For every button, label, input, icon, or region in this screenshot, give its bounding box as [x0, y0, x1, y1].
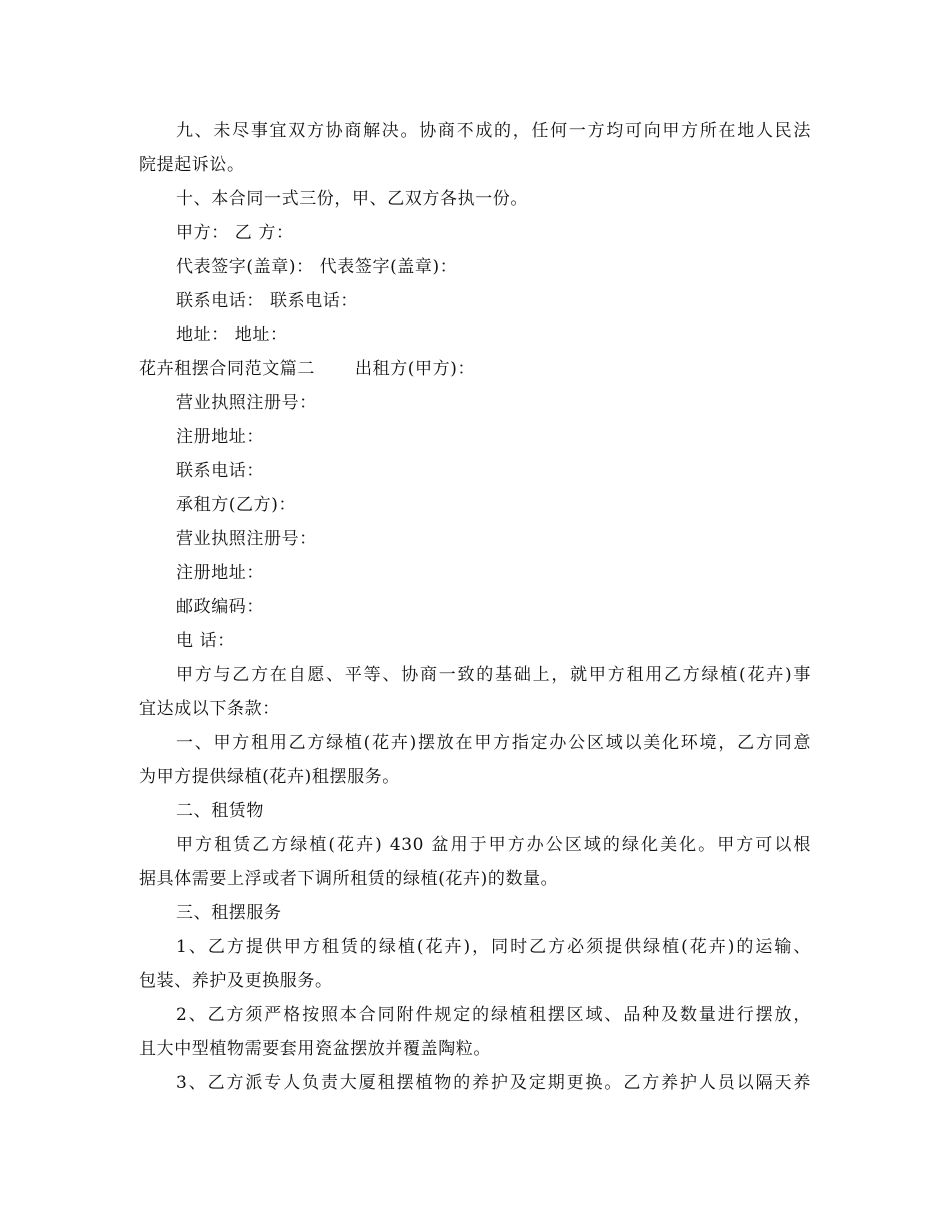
section-heading-line [139, 359, 475, 379]
article-2-heading: 二、租赁物 [176, 801, 264, 821]
preamble-line-2: 宜达成以下条款： [139, 699, 280, 719]
lessee-license-number: 营业执照注册号： [176, 529, 317, 549]
service-item-2-line-1: 2、乙方须严格按照本合同附件规定的绿植租摆区域、品种及数量进行摆放， [176, 1005, 811, 1025]
article-1-line-1: 一、甲方租用乙方绿植(花卉)摆放在甲方指定办公区域以美化环境，乙方同意 [176, 733, 811, 753]
clause-9-line-1: 九、未尽事宜双方协商解决。协商不成的，任何一方均可向甲方所在地人民法 [176, 121, 811, 141]
signature-representative: 代表签字(盖章)： 代表签字(盖章)： [176, 257, 458, 277]
lessor-phone: 联系电话： [176, 461, 264, 481]
lessor-label: 出租方(甲方)： [355, 359, 476, 379]
section-title: 花卉租摆合同范文篇二 [139, 359, 315, 379]
article-1-line-2: 为甲方提供绿植(花卉)租摆服务。 [139, 767, 400, 787]
lessee-phone: 电 话： [176, 631, 235, 651]
lessee-label: 承租方(乙方)： [176, 495, 297, 515]
clause-10: 十、本合同一式三份，甲、乙双方各执一份。 [176, 189, 528, 209]
lessor-license-number: 营业执照注册号： [176, 393, 317, 413]
signature-address: 地址： 地址： [176, 325, 288, 345]
clause-9-line-2: 院提起诉讼。 [139, 155, 245, 175]
signature-phone: 联系电话： 联系电话： [176, 291, 359, 311]
article-3-heading: 三、租摆服务 [176, 903, 282, 923]
article-2-line-1: 甲方租赁乙方绿植(花卉) 430 盆用于甲方办公区域的绿化美化。甲方可以根 [176, 835, 811, 855]
service-item-1-line-2: 包装、养护及更换服务。 [139, 971, 333, 991]
service-item-2-line-2: 且大中型植物需要套用瓷盆摆放并覆盖陶粒。 [139, 1039, 491, 1059]
lessor-registered-address: 注册地址： [176, 427, 264, 447]
lessee-registered-address: 注册地址： [176, 563, 264, 583]
signature-party-labels: 甲方： 乙 方： [176, 223, 294, 243]
preamble-line-1: 甲方与乙方在自愿、平等、协商一致的基础上，就甲方租用乙方绿植(花卉)事 [176, 665, 811, 685]
service-item-3-line-1: 3、乙方派专人负责大厦租摆植物的养护及定期更换。乙方养护人员以隔天养 [176, 1073, 811, 1093]
service-item-1-line-1: 1、乙方提供甲方租赁的绿植(花卉)，同时乙方必须提供绿植(花卉)的运输、 [176, 937, 811, 957]
lessee-postal-code: 邮政编码： [176, 597, 264, 617]
article-2-line-2: 据具体需要上浮或者下调所租赁的绿植(花卉)的数量。 [139, 869, 559, 889]
